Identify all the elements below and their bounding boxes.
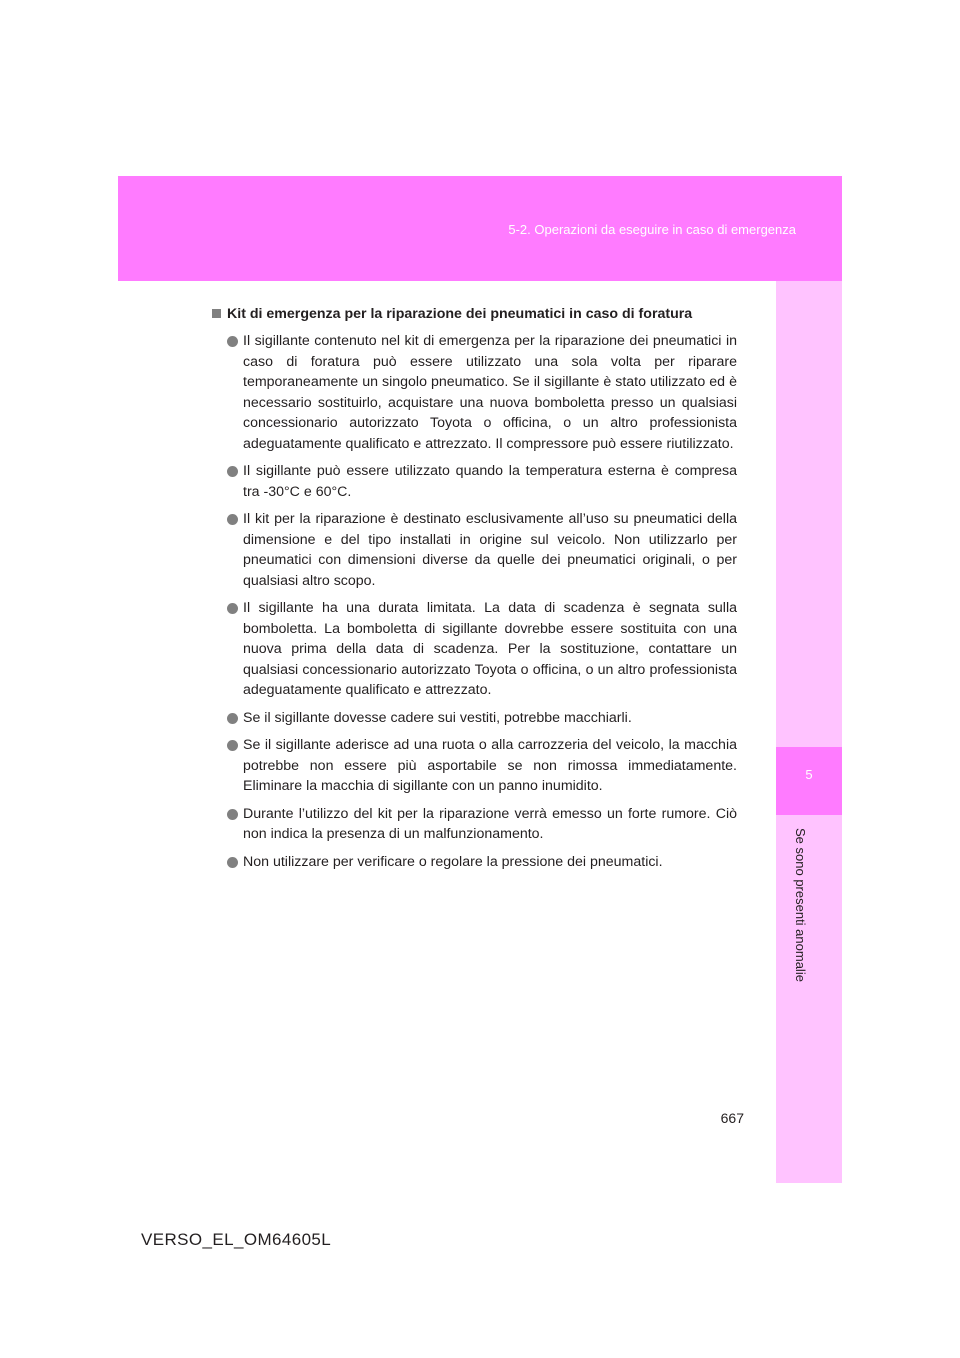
list-item <box>212 461 737 502</box>
list-item-text: Se il sigillante dovesse cadere sui vestiti, potrebbe macchiarli. <box>243 709 632 726</box>
circle-bullet-icon <box>227 740 238 751</box>
list-item <box>212 708 737 729</box>
circle-bullet-icon <box>227 809 238 820</box>
list-item <box>212 735 737 797</box>
list-item <box>212 509 737 591</box>
document-code: VERSO_EL_OM64605L <box>141 1230 332 1249</box>
list-item-text: Il sigillante contenuto nel kit di emergenza per la riparazione dei pneumatici in caso di foratura può essere utilizzato una sola volta per riparare temporaneamente un singolo pneumatico. Se il sigillante è stato utilizzato ed è necessario sostituirlo, acquistare una nuova bomboletta presso un qualsiasi concessionario autorizzato Toyota o officina, o un altro professionista adeguatamente qualificato e attrezzato. Il compressore può essere riutilizzato. <box>243 333 737 452</box>
header-band <box>118 176 842 281</box>
circle-bullet-icon <box>227 857 238 868</box>
section-heading <box>212 306 737 322</box>
chapter-tab[interactable] <box>776 747 842 815</box>
side-tab <box>776 281 842 1183</box>
circle-bullet-icon <box>227 466 238 477</box>
circle-bullet-icon <box>227 336 238 347</box>
list-item-text: Il kit per la riparazione è destinato esclusivamente all’uso su pneumatici della dimensione e del tipo installati in origine sul veicolo. Non utilizzarlo per pneumatici con dimensioni diverse da quelle dei pneumatici originali, o per qualsiasi altro scopo. <box>243 511 737 589</box>
circle-bullet-icon <box>227 603 238 614</box>
page-number: 667 <box>720 1110 744 1126</box>
list-item-text: Non utilizzare per verificare o regolare la pressione dei pneumatici. <box>243 853 663 870</box>
section-title: 5-2. Operazioni da eseguire in caso di emergenza <box>508 222 796 237</box>
circle-bullet-icon <box>227 514 238 525</box>
section-heading-text: Kit di emergenza per la riparazione dei pneumatici in caso di foratura <box>227 306 693 322</box>
list-item <box>212 804 737 845</box>
bullet-list <box>212 331 737 872</box>
list-item <box>212 852 737 873</box>
list-item <box>212 331 737 454</box>
list-item-text: Il sigillante può essere utilizzato quando la temperatura esterna è compresa tra -30°C e 60°C. <box>243 463 737 500</box>
chapter-number: 5 <box>805 767 813 782</box>
list-item-text: Durante l’utilizzo del kit per la riparazione verrà emesso un forte rumore. Ciò non indica la presenza di un malfunzionamento. <box>243 805 737 842</box>
list-item-text: Se il sigillante aderisce ad una ruota o alla carrozzeria del veicolo, la macchia potrebbe non essere più asportabile se non rimossa immediatamente. Eliminare la macchia di sigillante con un panno inumidito. <box>243 737 737 794</box>
list-item <box>212 598 737 701</box>
square-bullet-icon <box>212 309 221 318</box>
chapter-label: Se sono presenti anomalie <box>793 828 808 982</box>
list-item-text: Il sigillante ha una durata limitata. La data di scadenza è segnata sulla bomboletta. La bomboletta di sigillante dovrebbe essere sostituita con una nuova prima della data di scadenza. Per la sostituzione, contattare un qualsiasi concessionario autorizzato Toyota o officina, o un altro professionista adeguatamente qualificato e attrezzato. <box>243 600 737 698</box>
circle-bullet-icon <box>227 713 238 724</box>
main-content <box>212 306 737 879</box>
